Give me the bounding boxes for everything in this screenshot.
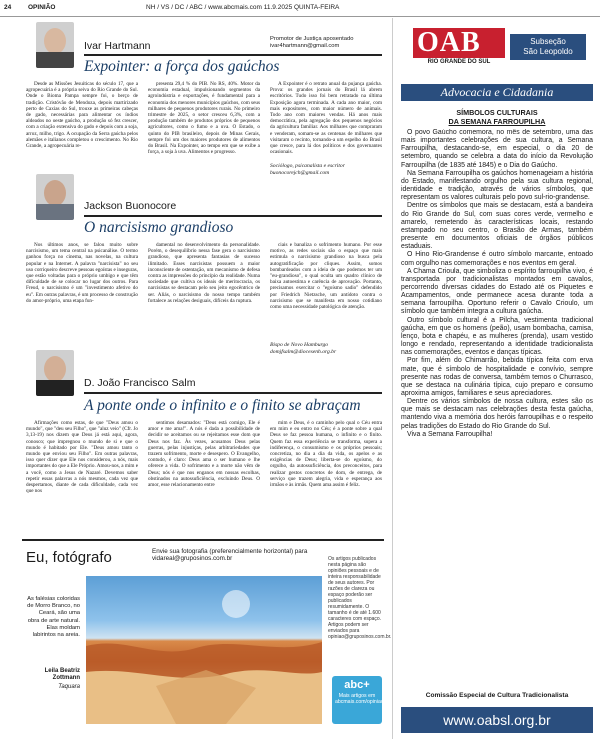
sidebar-paragraph: Na Semana Farroupilha os gaúchos homenageiam a história do Estado, manifestando orgulho pela sua cultura regional, identidade e tradição, através de vários símbolos, que representam os valores culturais pelo povo sul-rio-grandense. [401,169,593,202]
sidebar-paragraph: Viva a Semana Farroupilha! [407,430,493,438]
author-photo [36,22,74,68]
sidebar-paragraph: Dentre os vários símbolos de nossa cultura, estes são os que mais se destacam nas celebrações desta festa gaúcha, mantendo viva a memória dos heróis farroupilhas e o respeito pelas tradições do Estado do Rio Grande do Sul. [401,398,593,430]
photo-instructions: Envie sua fotografia (preferencialmente horizontal) para vidareal@gruposinos.com.br [152,548,308,563]
oab-url-link[interactable]: www.oabsl.org.br [401,707,593,733]
author-photo [36,174,74,220]
disclaimer: Os artigos publicados nesta página são opiniões pessoais e de inteira responsabilidade de seus autores. Por razões de clareza ou espaço poderão ser publicados resumidamente. O tamanho é de até 1.600 caracteres com espaço. Artigos podem ser enviados para opiniao@gruposinos.com.br. [328,556,392,640]
sidebar-paragraph: Por fim, além do Chimarrão, bebida típica feita com erva mate, que é símbolo de hospitalidade e convívio, sempre presente nas rodas de conversa, também temos o Churrasco, que se destaca na culinária típica, cujo preparo e consumo aproxima amigos, familiares e seus apreciadores. [401,357,593,397]
author-info: Promotor de Justiça aposentado ivar4hartmann@gmail.com [270,36,354,49]
edition-line: NH / VS / DC / ABC / www.abcmais.com 11.9.2025 QUINTA-FEIRA [146,4,340,11]
photo-caption: As falésias coloridas de Morro Branco, no Ceará, são uma obra de arte natural. Elas moldam labirintos na areia. [27,596,80,639]
page-number: 24 [4,4,12,11]
subsection-tag: Subseção São Leopoldo [510,34,586,60]
rule [84,392,382,394]
article-column: ciais e banaliza o sofrimento humano. Por esse motivo, as redes sociais são o espaço que mais estimula o narcisismo grandioso na busca pela autogratificação por cliques. Assim, somos bombardeados com a ideia de que podemos ter um "eu-grandioso", o qual oculta um quadro clínico de baixa autoestima e carência de aprovação. Portanto, precisamos exercitar o "egoísmo sadio" defendido por Friedrich Nietzsche, um antídoto contra o narcisismo que se manifesta em nosso cotidiano como uma necessidade patológica de atenção. [270,242,382,311]
article-title: A ponte onde o infinito e o finito se abraçam [84,397,361,414]
article-column: mim e Deus, é o caminho pelo qual o Céu entra em mim e eu entro no Céu; é a ponte sobre a qual Deus se faz pessoa humana, o infinito e o finito. Quem faz essa experiência se transforma, supera a indiferença, o consumismo e os próprios pessoais; concretiza, no dia a dia da vida, os apelos e as exigências de Deus; liberta-se do egoísmo, do orgulho, da autossuficiência, dos preconceitos, para realizar gestos concretos de dom, de entrega, de serviço que trazem alegria, vida e esperança aos irmãos e às irmãs. Quem ama assim é feliz. [270,420,382,489]
article-column: damental no desenvolvimento da personalidade. Porém, o desequilíbrio nessa fase gera o narcisismo grandioso, que apresenta fantasias de sucesso ilimitado. Esses narcisistas possuem a maior inconsciente de ostentação, um mecanismo de defesa contra as impressões do princípio da realidade. Numa sociedade que cultiva os ideais de meritocracia, os narcisistas se destacam pelo seu jeito egocêntrico de ser. Aliás, o narcisismo do nosso tempo também fortalece as relações desiguais, difíceis da ruptura. [148,242,260,304]
sidebar-paragraph: Dentre os símbolos que mais se destacam, está a bandeira do Rio Grande do Sul, com suas cores verde, vermelho e amarelo, remetendo às características locais, restando estampado no seu centro, o Brasão de Armas, também presente em documentos oficiais de órgãos públicos estaduais. [401,202,593,251]
article-column: Nos últimos anos, se falou muito sobre narcisismo, um tema central na psicanálise. O termo ganhou força no cinema, nas novelas, na cultura popular e na Internet. A palavra "narcisista" no seu uso corriqueiro descreve pessoas egoístas e inseguras, que estão voltadas para o próprio umbigo e que têm dificuldade de se colocar no lugar dos outros. Para Freud, o narcisismo é um "investimento afetivo do eu". Em outras palavras, é um processo de construção do amor-próprio, uma etapa fun- [26,242,138,304]
photo-city: Taquara [58,684,80,690]
author-name: Jackson Buonocore [84,200,177,212]
sidebar-body [401,129,593,681]
rule [84,215,382,217]
article-column: A Expointer é o retrato anual da pujança gaúcha. Prova: os grandes jornais do Brasil lá abrem escritórios. Tudo isso foi bem retratado na última Exposição agora terminada. A cada ano maior, com mais expositores, com maior número de animais. Todo ano com maiores vendas. Há anos mais democrática, pela agregação dos pequenos negócios da agricultura familiar. Aos milhares que compraram e venderam, somam-se as centenas de milhares que visitaram o recinto, tornando-a um espelho do Brasil que cresce, para lá dos políticos e dos governantes ocasionais. [270,81,382,156]
article-column: Afirmações como estas, de que "Deus amou o mundo", que "deu seu Filho", que "aluz veio" (Cfr. Jo 3,13-19) nos dizem que Deus já está aqui, agora, conosco; que impregnou o mundo de si e que o mundo é habitado por Ele. "Deus amou tanto o mundo que enviou seu Filho". Em outras palavras, isso quer dizer que Ele nos considerou, a nós, mais importantes do que a Ele Próprio. Amou-nos, a mim e a você, como a Jesus de Nazaré. Devemos saber repetir essas palavras a nós mesmos, cada vez que despertamos, diante de cada dificuldade, cada vez que nos [26,420,138,495]
sidebar-title: SÍMBOLOS CULTURAIS DA SEMANA FARROUPILHA [448,108,546,126]
sidebar-paragraph: O Hino Rio-Grandense é outro símbolo marcante, entoado com orgulho nas comemorações e nos eventos em geral. [401,251,593,267]
photo-section-title: Eu, fotógrafo [26,549,112,566]
oab-logo-subtitle: RIO GRANDE DO SUL [427,59,491,65]
rule [84,54,382,56]
author-photo [36,350,74,396]
sidebar-paragraph: O povo Gaúcho comemora, no mês de setembro, uma das mais importantes celebrações de sua cultura, a Semana Farroupilha, destacando-se, em especial, o dia 20 de setembro, quando se celebra a data do início da Revolução Farroupilha (de 1835 até 1845) e o Dia do Gaúcho. [401,129,593,169]
abc-promo[interactable] [332,676,382,724]
oab-sidebar [392,18,600,739]
author-email: ivar4hartmann@gmail.com [270,43,340,49]
sidebar-paragraph: A Chama Crioula, que simboliza o espírito farroupilha vivo, é transportada por tradicionalistas montados em cavalos, percorrendo diversas cidades do Estado até os Piquetes e Acampamentos, onde permanece acesa durante toda a semana farroupilha. Oportuno referir o Cavalo Crioulo, um símbolo que também integra a cultura gaúcha. [401,267,593,316]
author-name: D. João Francisco Salm [84,377,196,389]
signature: Bispo de Novo Hamburgo domjfsalm@diocesenh.org.br [270,342,337,355]
signature: Sociólogo, psicanalista e escritor buonocorejch@gmail.com [270,163,345,176]
page-header [0,0,600,17]
section-rule [22,539,384,541]
section-name: OPINIÃO [28,4,56,11]
author-name: Ivar Hartmann [84,40,151,52]
article-column: presenta 29,4 % do PIB. No RS, 40%. Motor da economia estadual, impulsionando segmentos da agroindústria e exportações, é fundamental para a economia dos menores municípios gaúchos, com seus milhares de pequenos produtores rurais. No primeiro trimestre de 2025, o setor cresceu 6,3%, com a produção também de produtos próprios de pequenos agricultores, como o fumo e a uva. O Estado, o quinto do PIB brasileiro, depois de Minas Gerais, sempre foi um dos maiores produtores de alimentos do Brasil. Na Expointer, ao tempo em que se exibe a força, a soja à uva. Alimentos e progresso. [148,81,260,156]
abc-logo: abc+ [344,679,370,691]
sidebar-band: Advocacia e Cidadania [401,84,593,101]
sidebar-paragraph: Outro símbolo cultural é a Pilcha, vestimenta tradicional gaúcha, em que os homens (peão), usam bombacha, camisa, lenço, bota e chapéu, e as mulheres (prenda), usam vestido longo e rendado, representando a identidade tradicionalista nas comemorações, eventos e danças típicas. [401,316,593,357]
article-column: Desde as Missões Jesuíticas do século 17, que a agropecuária é a própria seiva do Rio Grande do Sul. Onde o Bioma Pampa sempre foi, o berço de tradição. Cristóvão de Mendoza, depois martirizado perto de Caxias do Sul, trouxe as primeiras cabeças de gado, necessárias para alimentar os índios aldeados no oeste gaúcho, a produção só fez crescer, com a criação extensiva do gado e depois com a soja, arroz, milho, trigo. A ocupação da Serra gaúcha pelos alemães e italianos completou o crescimento. No Rio Grande, a agropecuária re- [26,81,138,150]
commission: Comissão Especial de Cultura Tradicionalista [425,692,569,699]
oab-logo-letters: OAB [417,27,481,58]
featured-photo [86,576,322,724]
article-title: Expointer: a força dos gaúchos [84,58,280,75]
article-title: O narcisismo grandioso [84,219,234,236]
article-column: sentimos desamados: "Deus está comigo, Ele é amor e me ama!". A nós é dada a possibilidade de decidir se aceitamos ou se rejeitamos esse dom que Deus nos faz. Às vezes, acusamos Deus pelas guerras, pelas injustiças, pelas arbitrariedades que trazem sofrimento, morte e desespero. O Evangelho, contudo, é claro: Deus ama o ser humano e lhe oferece a vida. O sofrimento e a morte não vêm de Deus; nós é que nos enganos em nossas escolhas, obstinados na autossuficiência, excluindo Deus. O amor, esse relacionamento entre [148,420,260,489]
oab-logo [413,28,505,68]
photographer: Leila Beatriz Zottmann [44,668,80,681]
abc-promo-text: Mais artigos em abcmais.com/opiniao [335,693,384,706]
